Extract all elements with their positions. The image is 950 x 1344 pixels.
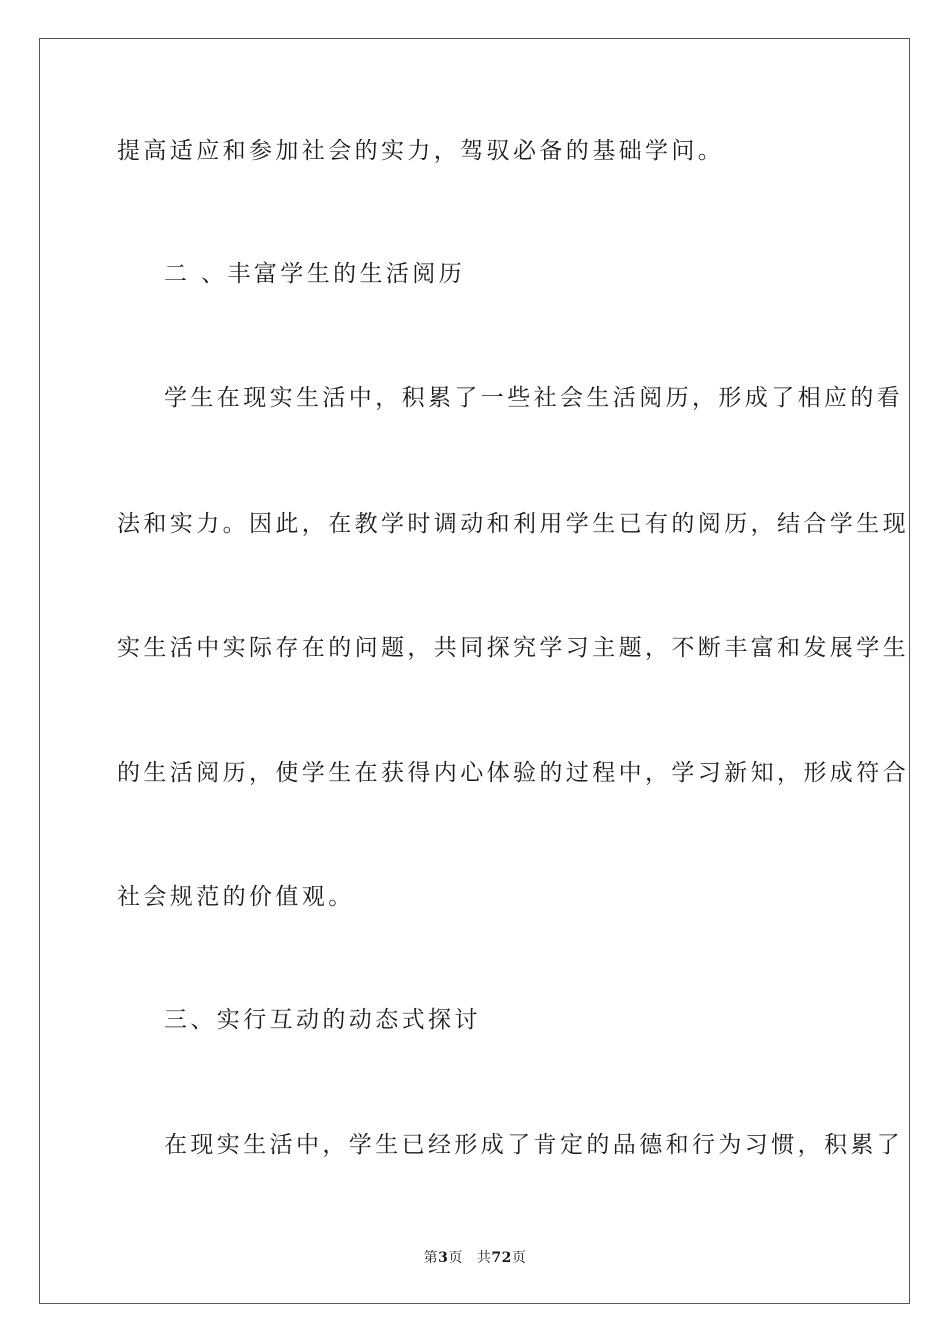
total-pages-number: 72 — [491, 1250, 512, 1266]
current-page-number: 3 — [438, 1250, 449, 1266]
body-text-line-6: 的生活阅历，使学生在获得内心体验的过程中，学习新知，形成符合 — [117, 760, 909, 786]
total-prefix: 共 — [476, 1250, 492, 1266]
body-text-line-5: 实生活中实际存在的问题，共同探究学习主题，不断丰富和发展学生 — [117, 635, 909, 661]
section-heading-3: 三、实行互动的动态式探讨 — [164, 1007, 481, 1033]
page-suffix: 页 — [448, 1250, 463, 1266]
body-text-line-3: 学生在现实生活中，积累了一些社会生活阅历，形成了相应的看 — [164, 385, 904, 411]
body-text-line-1: 提高适应和参加社会的实力，驾驭必备的基础学问。 — [117, 138, 725, 164]
section-heading-2: 二 、丰富学生的生活阅历 — [164, 261, 466, 287]
page-prefix: 第 — [423, 1250, 439, 1266]
body-text-line-9: 在现实生活中，学生已经形成了肯定的品德和行为习惯，积累了 — [164, 1132, 904, 1158]
body-text-line-7: 社会规范的价值观。 — [117, 884, 355, 910]
page-border — [39, 38, 910, 1304]
page-footer — [0, 1247, 950, 1267]
total-suffix: 页 — [511, 1250, 527, 1266]
body-text-line-4: 法和实力。因此，在教学时调动和利用学生已有的阅历，结合学生现 — [117, 511, 909, 537]
